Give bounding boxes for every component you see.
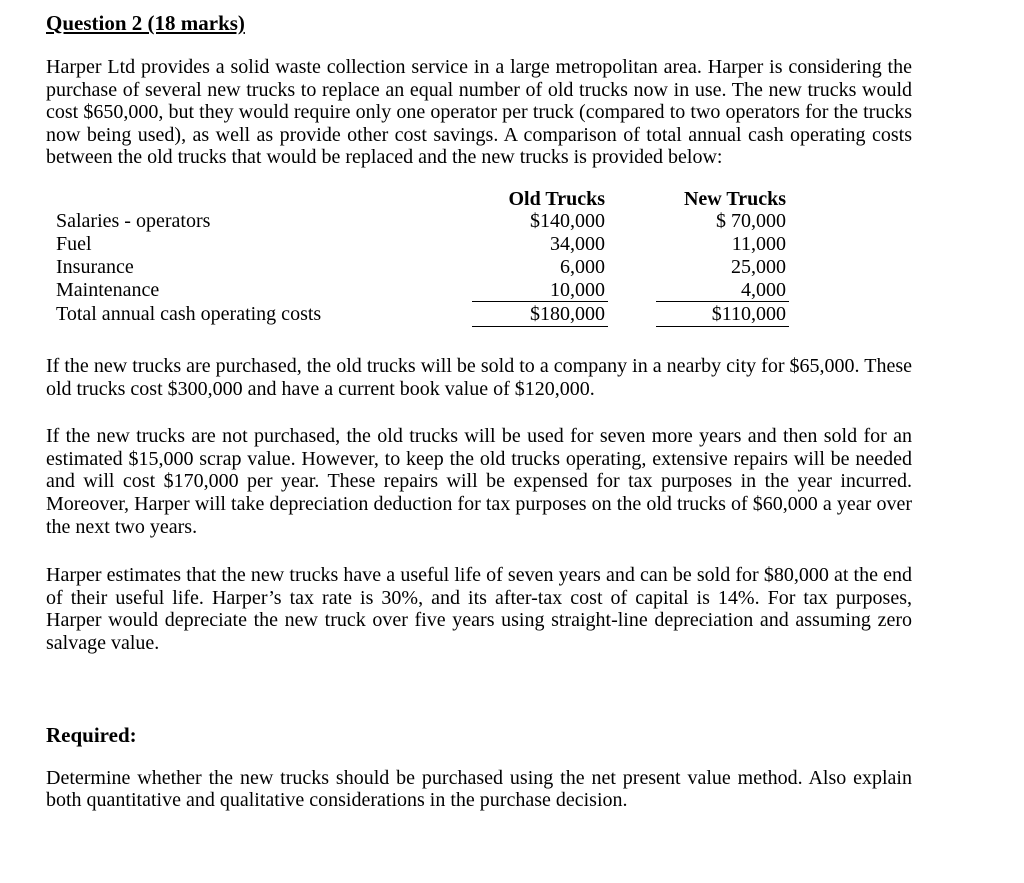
row-label-maintenance: Maintenance (56, 278, 160, 301)
cell-new-fuel: 11,000 (731, 232, 786, 255)
total-rule-new (656, 326, 789, 327)
row-label-salaries: Salaries - operators (56, 209, 211, 232)
cell-old-insurance: 6,000 (560, 255, 605, 278)
cell-new-insurance: 25,000 (731, 255, 786, 278)
cell-new-salaries: $ 70,000 (716, 209, 786, 232)
intro-paragraph: Harper Ltd provides a solid waste collection service in a large metropolitan area. Harper is considering the purchase of several new trucks to replace an equal number of old trucks now in use. The new trucks would cost $650,000, but they would require only one operator per truck (compared to two operators for the trucks now being used), as well as provide other cost savings. A comparison of total annual cash operating costs between the old trucks that would be replaced and the new trucks is provided below: (46, 56, 912, 169)
total-rule-old (472, 326, 608, 327)
row-label-total: Total annual cash operating costs (56, 302, 322, 325)
cell-old-salaries: $140,000 (530, 209, 605, 232)
estimates-paragraph: Harper estimates that the new trucks have a useful life of seven years and can be sold for $80,000 at the end of their useful life. Harper’s tax rate is 30%, and its after-tax cost of capital is 14%. For tax purposes, Harper would depreciate the new truck over five years using straight-line depreciation and assuming zero salvage value. (46, 564, 912, 654)
cell-old-total: $180,000 (530, 302, 605, 325)
header-new-trucks: New Trucks (683, 187, 786, 210)
row-label-fuel: Fuel (56, 232, 92, 255)
not-purchased-paragraph: If the new trucks are not purchased, the old trucks will be used for seven more years and then sold for an estimated $15,000 scrap value. However, to keep the old trucks operating, extensive repairs will be needed and will cost $170,000 per year. These repairs will be expensed for tax purposes in the year incurred. Moreover, Harper will take depreciation deduction for tax purposes on the old trucks of $60,000 a year over the next two years. (46, 425, 912, 538)
subtotal-rule-new (656, 301, 789, 302)
sale-paragraph: If the new trucks are purchased, the old trucks will be sold to a company in a nearby city for $65,000. These old trucks cost $300,000 and have a current book value of $120,000. (46, 354, 912, 400)
subtotal-rule-old (472, 301, 608, 302)
question-document (46, 10, 912, 812)
cell-new-total: $110,000 (711, 302, 786, 325)
cell-old-maintenance: 10,000 (550, 278, 605, 301)
row-label-insurance: Insurance (56, 255, 134, 278)
cell-old-fuel: 34,000 (550, 232, 605, 255)
cost-comparison-table (46, 188, 912, 330)
question-title: Question 2 (18 marks) (46, 11, 245, 35)
required-heading: Required: (46, 722, 137, 747)
required-paragraph: Determine whether the new trucks should be purchased using the net present value method. Also explain both quantitative and qualitative considerations in the purchase decision. (46, 766, 912, 812)
cell-new-maintenance: 4,000 (741, 278, 786, 301)
header-old-trucks: Old Trucks (508, 187, 605, 210)
